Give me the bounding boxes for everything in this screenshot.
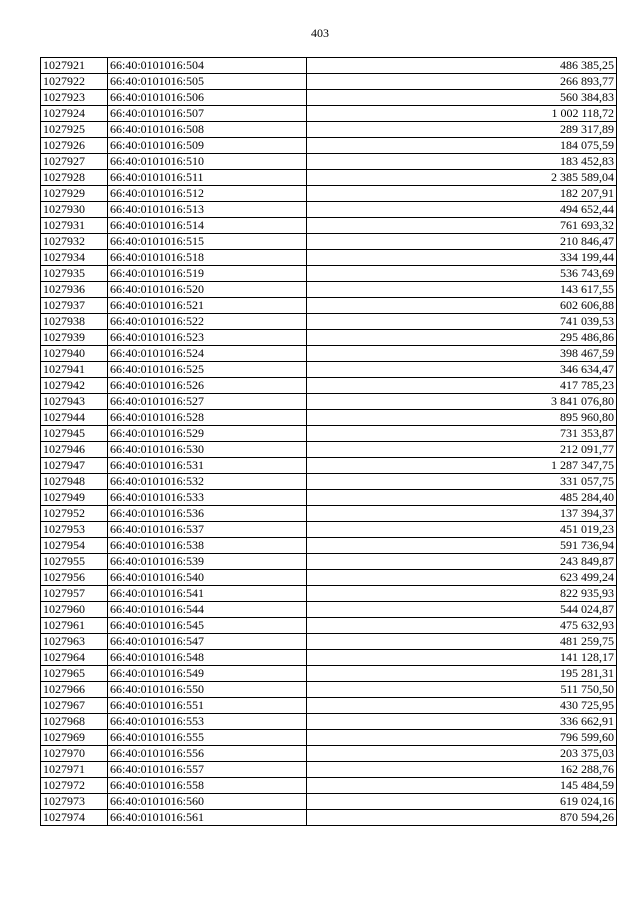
- cadastral-value-cell: 141 128,17: [307, 650, 617, 666]
- object-id-cell: 1027960: [41, 602, 108, 618]
- object-id-cell: 1027929: [41, 186, 108, 202]
- cadastral-number-cell: 66:40:0101016:513: [108, 202, 307, 218]
- table-row: [41, 698, 617, 714]
- table-row: [41, 618, 617, 634]
- table-row: [41, 682, 617, 698]
- object-id-cell: 1027927: [41, 154, 108, 170]
- table-row: [41, 122, 617, 138]
- cadastral-number-cell: 66:40:0101016:550: [108, 682, 307, 698]
- object-id-cell: 1027965: [41, 666, 108, 682]
- object-id-cell: 1027940: [41, 346, 108, 362]
- cadastral-value-cell: 451 019,23: [307, 522, 617, 538]
- cadastral-value-cell: 741 039,53: [307, 314, 617, 330]
- cadastral-value-cell: 494 652,44: [307, 202, 617, 218]
- object-id-cell: 1027974: [41, 810, 108, 826]
- cadastral-value-cell: 761 693,32: [307, 218, 617, 234]
- cadastral-number-cell: 66:40:0101016:547: [108, 634, 307, 650]
- object-id-cell: 1027966: [41, 682, 108, 698]
- table-row: [41, 186, 617, 202]
- cadastral-number-cell: 66:40:0101016:527: [108, 394, 307, 410]
- cadastral-value-cell: 266 893,77: [307, 74, 617, 90]
- object-id-cell: 1027942: [41, 378, 108, 394]
- table-row: [41, 298, 617, 314]
- cadastral-value-cell: 243 849,87: [307, 554, 617, 570]
- cadastral-number-cell: 66:40:0101016:531: [108, 458, 307, 474]
- cadastral-number-cell: 66:40:0101016:551: [108, 698, 307, 714]
- table-row: [41, 602, 617, 618]
- cadastral-value-cell: 895 960,80: [307, 410, 617, 426]
- table-row: [41, 746, 617, 762]
- cadastral-value-cell: 1 002 118,72: [307, 106, 617, 122]
- cadastral-number-cell: 66:40:0101016:506: [108, 90, 307, 106]
- object-id-cell: 1027941: [41, 362, 108, 378]
- cadastral-value-cell: 731 353,87: [307, 426, 617, 442]
- object-id-cell: 1027954: [41, 538, 108, 554]
- cadastral-number-cell: 66:40:0101016:533: [108, 490, 307, 506]
- table-row: [41, 394, 617, 410]
- cadastral-value-cell: 623 499,24: [307, 570, 617, 586]
- table-row: [41, 250, 617, 266]
- cadastral-number-cell: 66:40:0101016:561: [108, 810, 307, 826]
- cadastral-value-cell: 475 632,93: [307, 618, 617, 634]
- cadastral-number-cell: 66:40:0101016:526: [108, 378, 307, 394]
- cadastral-value-cell: 511 750,50: [307, 682, 617, 698]
- object-id-cell: 1027937: [41, 298, 108, 314]
- table-row: [41, 330, 617, 346]
- object-id-cell: 1027944: [41, 410, 108, 426]
- table-row: [41, 218, 617, 234]
- table-row: [41, 442, 617, 458]
- cadastral-number-cell: 66:40:0101016:548: [108, 650, 307, 666]
- cadastral-value-cell: 398 467,59: [307, 346, 617, 362]
- table-row: [41, 346, 617, 362]
- cadastral-number-cell: 66:40:0101016:507: [108, 106, 307, 122]
- cadastral-value-cell: 560 384,83: [307, 90, 617, 106]
- object-id-cell: 1027949: [41, 490, 108, 506]
- object-id-cell: 1027945: [41, 426, 108, 442]
- cadastral-number-cell: 66:40:0101016:524: [108, 346, 307, 362]
- object-id-cell: 1027931: [41, 218, 108, 234]
- table-row: [41, 794, 617, 810]
- object-id-cell: 1027924: [41, 106, 108, 122]
- cadastral-value-cell: 417 785,23: [307, 378, 617, 394]
- cadastral-value-cell: 591 736,94: [307, 538, 617, 554]
- cadastral-number-cell: 66:40:0101016:504: [108, 58, 307, 74]
- table-row: [41, 586, 617, 602]
- table-row: [41, 202, 617, 218]
- table-row: [41, 90, 617, 106]
- table-row: [41, 426, 617, 442]
- table-row: [41, 58, 617, 74]
- table-body: [41, 58, 617, 826]
- cadastral-number-cell: 66:40:0101016:522: [108, 314, 307, 330]
- object-id-cell: 1027935: [41, 266, 108, 282]
- cadastral-number-cell: 66:40:0101016:532: [108, 474, 307, 490]
- cadastral-number-cell: 66:40:0101016:558: [108, 778, 307, 794]
- object-id-cell: 1027939: [41, 330, 108, 346]
- cadastral-value-cell: 137 394,37: [307, 506, 617, 522]
- cadastral-number-cell: 66:40:0101016:518: [108, 250, 307, 266]
- table-row: [41, 458, 617, 474]
- cadastral-value-cell: 183 452,83: [307, 154, 617, 170]
- object-id-cell: 1027969: [41, 730, 108, 746]
- cadastral-value-cell: 619 024,16: [307, 794, 617, 810]
- cadastral-number-cell: 66:40:0101016:549: [108, 666, 307, 682]
- table-row: [41, 714, 617, 730]
- cadastral-value-cell: 544 024,87: [307, 602, 617, 618]
- object-id-cell: 1027934: [41, 250, 108, 266]
- cadastral-value-cell: 486 385,25: [307, 58, 617, 74]
- table-row: [41, 266, 617, 282]
- object-id-cell: 1027964: [41, 650, 108, 666]
- object-id-cell: 1027923: [41, 90, 108, 106]
- cadastral-value-cell: 602 606,88: [307, 298, 617, 314]
- cadastral-number-cell: 66:40:0101016:544: [108, 602, 307, 618]
- cadastral-value-cell: 346 634,47: [307, 362, 617, 378]
- cadastral-value-cell: 1 287 347,75: [307, 458, 617, 474]
- table-row: [41, 506, 617, 522]
- cadastral-value-cell: 162 288,76: [307, 762, 617, 778]
- object-id-cell: 1027953: [41, 522, 108, 538]
- object-id-cell: 1027971: [41, 762, 108, 778]
- table-row: [41, 762, 617, 778]
- cadastral-number-cell: 66:40:0101016:519: [108, 266, 307, 282]
- object-id-cell: 1027973: [41, 794, 108, 810]
- cadastral-value-cell: 485 284,40: [307, 490, 617, 506]
- cadastral-number-cell: 66:40:0101016:505: [108, 74, 307, 90]
- page-number: 403: [311, 26, 329, 40]
- cadastral-number-cell: 66:40:0101016:523: [108, 330, 307, 346]
- cadastral-number-cell: 66:40:0101016:536: [108, 506, 307, 522]
- object-id-cell: 1027955: [41, 554, 108, 570]
- cadastral-number-cell: 66:40:0101016:537: [108, 522, 307, 538]
- table-row: [41, 314, 617, 330]
- cadastral-value-cell: 430 725,95: [307, 698, 617, 714]
- cadastral-number-cell: 66:40:0101016:541: [108, 586, 307, 602]
- object-id-cell: 1027946: [41, 442, 108, 458]
- table-row: [41, 538, 617, 554]
- object-id-cell: 1027943: [41, 394, 108, 410]
- cadastral-number-cell: 66:40:0101016:553: [108, 714, 307, 730]
- table-row: [41, 490, 617, 506]
- cadastral-value-cell: 145 484,59: [307, 778, 617, 794]
- table-row: [41, 106, 617, 122]
- table-row: [41, 650, 617, 666]
- cadastral-number-cell: 66:40:0101016:508: [108, 122, 307, 138]
- object-id-cell: 1027952: [41, 506, 108, 522]
- cadastral-value-cell: 796 599,60: [307, 730, 617, 746]
- object-id-cell: 1027925: [41, 122, 108, 138]
- table-row: [41, 522, 617, 538]
- object-id-cell: 1027928: [41, 170, 108, 186]
- object-id-cell: 1027930: [41, 202, 108, 218]
- cadastral-value-cell: 195 281,31: [307, 666, 617, 682]
- cadastral-number-cell: 66:40:0101016:509: [108, 138, 307, 154]
- cadastral-number-cell: 66:40:0101016:555: [108, 730, 307, 746]
- cadastral-number-cell: 66:40:0101016:539: [108, 554, 307, 570]
- cadastral-number-cell: 66:40:0101016:511: [108, 170, 307, 186]
- cadastral-number-cell: 66:40:0101016:514: [108, 218, 307, 234]
- cadastral-value-cell: 870 594,26: [307, 810, 617, 826]
- cadastral-value-cell: 184 075,59: [307, 138, 617, 154]
- cadastral-value-cell: 331 057,75: [307, 474, 617, 490]
- table-row: [41, 138, 617, 154]
- table-row: [41, 570, 617, 586]
- cadastral-number-cell: 66:40:0101016:512: [108, 186, 307, 202]
- cadastral-number-cell: 66:40:0101016:557: [108, 762, 307, 778]
- cadastral-number-cell: 66:40:0101016:545: [108, 618, 307, 634]
- table-row: [41, 170, 617, 186]
- object-id-cell: 1027938: [41, 314, 108, 330]
- object-id-cell: 1027947: [41, 458, 108, 474]
- cadastral-number-cell: 66:40:0101016:510: [108, 154, 307, 170]
- cadastral-value-cell: 336 662,91: [307, 714, 617, 730]
- table-row: [41, 778, 617, 794]
- table-row: [41, 74, 617, 90]
- object-id-cell: 1027961: [41, 618, 108, 634]
- cadastral-value-cell: 3 841 076,80: [307, 394, 617, 410]
- cadastral-number-cell: 66:40:0101016:530: [108, 442, 307, 458]
- object-id-cell: 1027968: [41, 714, 108, 730]
- cadastral-number-cell: 66:40:0101016:540: [108, 570, 307, 586]
- cadastral-number-cell: 66:40:0101016:529: [108, 426, 307, 442]
- table-row: [41, 474, 617, 490]
- object-id-cell: 1027921: [41, 58, 108, 74]
- cadastral-number-cell: 66:40:0101016:528: [108, 410, 307, 426]
- table-row: [41, 410, 617, 426]
- cadastral-number-cell: 66:40:0101016:538: [108, 538, 307, 554]
- object-id-cell: 1027956: [41, 570, 108, 586]
- table-row: [41, 362, 617, 378]
- table-row: [41, 666, 617, 682]
- cadastral-value-cell: 203 375,03: [307, 746, 617, 762]
- cadastral-number-cell: 66:40:0101016:515: [108, 234, 307, 250]
- table-row: [41, 634, 617, 650]
- cadastral-value-cell: 210 846,47: [307, 234, 617, 250]
- object-id-cell: 1027922: [41, 74, 108, 90]
- cadastral-value-cell: 212 091,77: [307, 442, 617, 458]
- object-id-cell: 1027967: [41, 698, 108, 714]
- object-id-cell: 1027972: [41, 778, 108, 794]
- table-row: [41, 730, 617, 746]
- cadastral-number-cell: 66:40:0101016:560: [108, 794, 307, 810]
- table-row: [41, 554, 617, 570]
- cadastral-value-cell: 295 486,86: [307, 330, 617, 346]
- cadastral-value-cell: 182 207,91: [307, 186, 617, 202]
- cadastral-value-cell: 822 935,93: [307, 586, 617, 602]
- cadastral-number-cell: 66:40:0101016:525: [108, 362, 307, 378]
- object-id-cell: 1027948: [41, 474, 108, 490]
- object-id-cell: 1027936: [41, 282, 108, 298]
- object-id-cell: 1027932: [41, 234, 108, 250]
- cadastral-number-cell: 66:40:0101016:521: [108, 298, 307, 314]
- object-id-cell: 1027957: [41, 586, 108, 602]
- cadastral-number-cell: 66:40:0101016:520: [108, 282, 307, 298]
- table-row: [41, 282, 617, 298]
- table-row: [41, 378, 617, 394]
- cadastral-value-cell: 536 743,69: [307, 266, 617, 282]
- object-id-cell: 1027963: [41, 634, 108, 650]
- cadastral-value-cell: 289 317,89: [307, 122, 617, 138]
- object-id-cell: 1027926: [41, 138, 108, 154]
- table-row: [41, 234, 617, 250]
- cadastral-value-cell: 2 385 589,04: [307, 170, 617, 186]
- cadastral-value-table: [40, 57, 617, 826]
- cadastral-value-cell: 481 259,75: [307, 634, 617, 650]
- table-row: [41, 154, 617, 170]
- cadastral-value-cell: 334 199,44: [307, 250, 617, 266]
- cadastral-value-cell: 143 617,55: [307, 282, 617, 298]
- cadastral-number-cell: 66:40:0101016:556: [108, 746, 307, 762]
- object-id-cell: 1027970: [41, 746, 108, 762]
- table-row: [41, 810, 617, 826]
